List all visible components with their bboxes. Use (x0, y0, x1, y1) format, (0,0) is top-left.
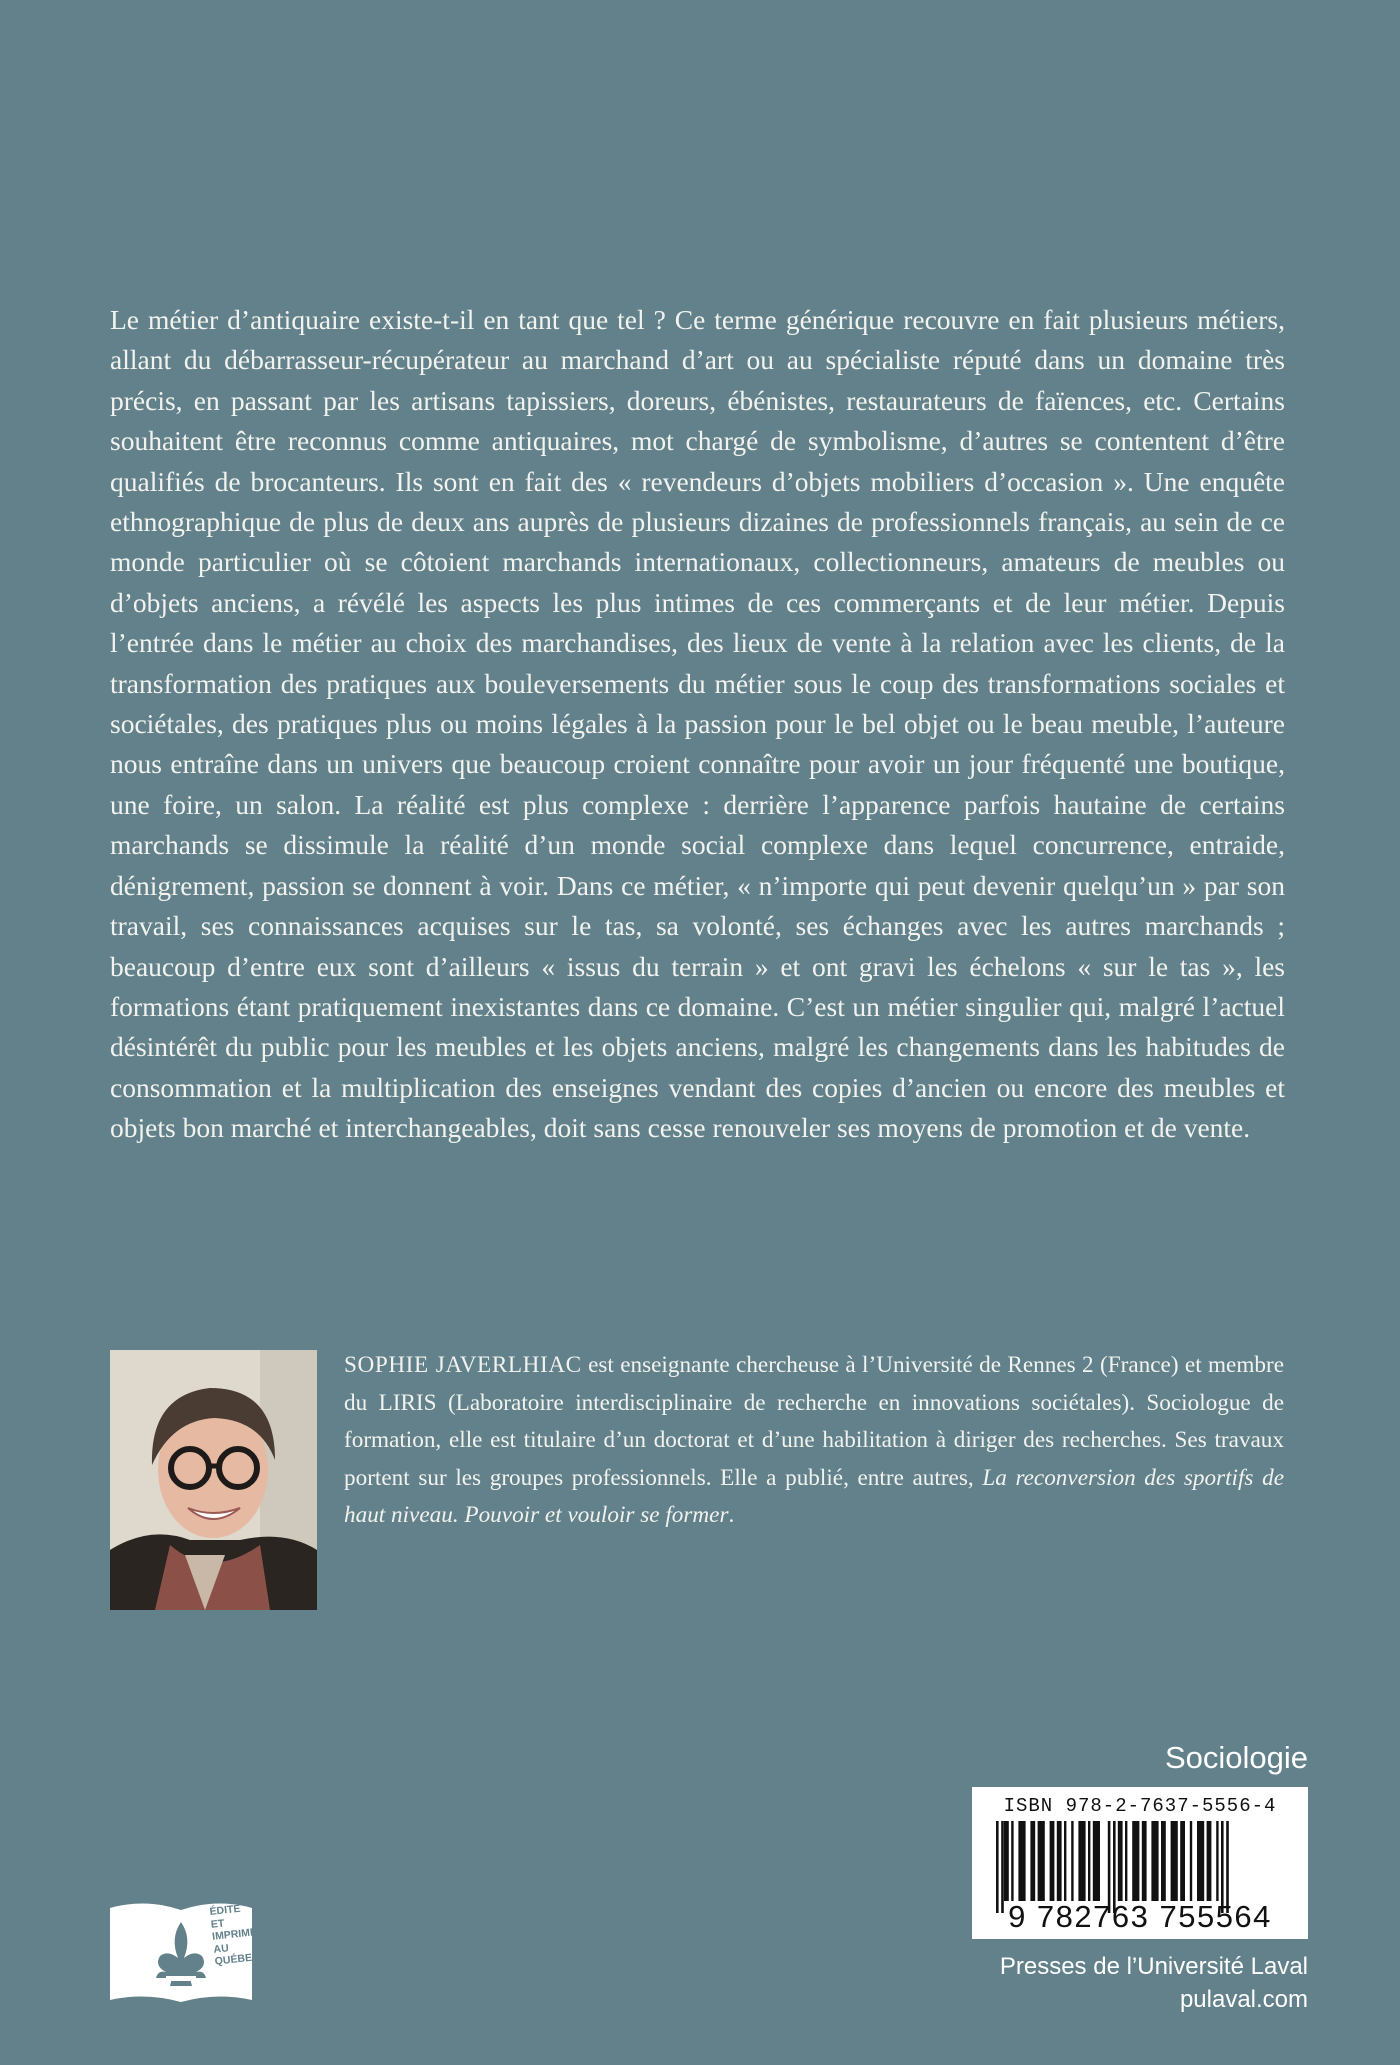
publisher-name: Presses de l’Université Laval (999, 1953, 1308, 1980)
barcode-bar (1132, 1821, 1139, 1901)
ean-digits: 9 782763 755564 (1008, 1899, 1272, 1934)
barcode-bar (1118, 1821, 1123, 1901)
barcode-bar (1050, 1821, 1055, 1901)
publisher-block (1000, 1950, 1308, 2016)
barcode-bar (1207, 1821, 1212, 1901)
collection-label: Sociologie (1164, 1740, 1308, 1775)
author-bio (344, 1347, 1284, 1535)
author-portrait-image (110, 1350, 317, 1610)
quebec-logo-line1: ÉDITÉ ET (209, 1902, 242, 1931)
barcode-bar (1064, 1821, 1066, 1901)
barcode-bar (1018, 1821, 1025, 1901)
barcode-bar (1171, 1821, 1178, 1901)
barcode-bar (1088, 1821, 1090, 1901)
book-blurb: Le métier d’antiquaire existe-t-il en tant que tel ? Ce terme générique recouvre en fait plusieurs métiers, allant du débarrasseur-récupérateur au marchand d’art ou au spécialiste réputé dans un domaine très précis, en passant par les artisans tapissiers, doreurs, ébénistes, restaurateurs de faïences, etc. Certains souhaitent être reconnus comme antiquaires, mot chargé de symbolisme, d’autres se contentent d’être qualifiés de brocanteurs. Ils sont en fait des « revendeurs d’objets mobiliers d’occasion ». Une enquête ethnographique de plus de deux ans auprès de plusieurs dizaines de professionnels français, au sein de ce monde particulier où se côtoient marchands internationaux, collectionneurs, amateurs de meubles ou d’objets anciens, a révélé les aspects les plus intimes de ces commerçants et de leur métier. Depuis l’entrée dans le métier au choix des marchandises, des lieux de vente à la relation avec les clients, de la transformation des pratiques aux bouleversements du métier sous le coup des transformations sociales et sociétales, des pratiques plus ou moins légales à la passion pour le bel objet ou le beau meuble, l’auteure nous entraîne dans un univers que beaucoup croient connaître pour avoir un jour fréquenté une boutique, une foire, un salon. La réalité est plus complexe : derrière l’apparence parfois hautaine de certains marchands se dissimule la réalité d’un monde social complexe dans lequel concurrence, entraide, dénigrement, passion se donnent à voir. Dans ce métier, « n’importe qui peut devenir quelqu’un » par son travail, ses connaissances acquises sur le tas, sa volonté, ses échanges avec les autres marchands ; beaucoup d’entre eux sont d’ailleurs « issus du terrain » et ont gravi les échelons « sur le tas », les formations étant pratiquement inexistantes dans ce domaine. C’est un métier singulier qui, malgré l’actuel désintérêt du public pour les meubles et les objets anciens, malgré les changements dans les habitudes de consommation et la multiplication des enseignes vendant des copies d’ancien ou encore des meubles et objets bon marché et interchangeables, doit sans cesse renouveler ses moyens de promotion et de vente. (110, 304, 1285, 1144)
author-book-title: La reconversion des sportifs de haut niveau. Pouvoir et vouloir se former (344, 1464, 1284, 1528)
barcode-bar (1071, 1821, 1073, 1901)
barcode-bar (1057, 1821, 1062, 1901)
barcode-bar (1216, 1821, 1218, 1901)
isbn-label: ISBN 978-2-7637-5556-4 (1003, 1795, 1277, 1817)
barcode-bar (1030, 1821, 1035, 1901)
author-photo (110, 1350, 317, 1610)
quebec-logo-line3: AU QUÉBEC (212, 1941, 261, 1968)
barcode-bar (1142, 1821, 1147, 1901)
barcode-bar (1038, 1821, 1045, 1901)
barcode (972, 1787, 1308, 1939)
barcode-bar (1093, 1821, 1100, 1901)
barcode-bar (1004, 1821, 1009, 1901)
barcode-bar (1078, 1821, 1085, 1901)
barcode-bar (1151, 1821, 1158, 1901)
author-bio-end: . (728, 1502, 735, 1528)
barcode-bar (1197, 1821, 1204, 1901)
barcode-bar (1125, 1821, 1127, 1901)
author-name: SOPHIE JAVERLHIAC (344, 1352, 582, 1378)
barcode-bar (1190, 1821, 1192, 1901)
publisher-website: pulaval.com (1179, 1986, 1308, 2013)
author-bio-text: est enseignante chercheuse à l’Université de Rennes 2 (France) et membre du LIRIS (Laboratoire interdisciplinaire de recherche en innovations sociétales). Sociologue de formation, elle est titulaire d’un doctorat et d’une habilitation à diriger des recherches. Ses travaux portent sur les groupes professionnels. Elle a publié, entre autres, (344, 1352, 1284, 1491)
barcode-bar (1180, 1821, 1185, 1901)
quebec-logo-line2: IMPRIMÉ (211, 1926, 258, 1943)
quebec-logo-text (209, 1901, 261, 1968)
barcode-bar (1161, 1821, 1166, 1901)
barcode-bar (1011, 1821, 1013, 1901)
